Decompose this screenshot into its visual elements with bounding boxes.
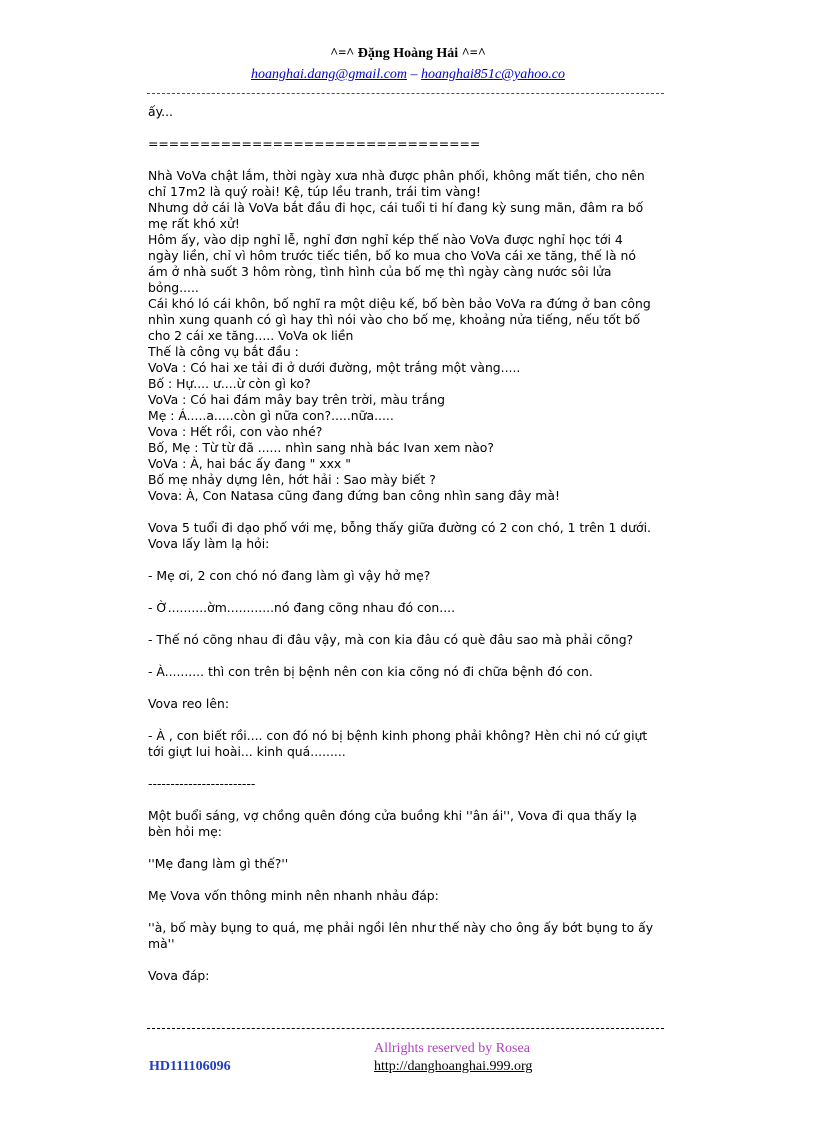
body-line: Vova lấy làm lạ hỏi: <box>148 536 270 551</box>
body-line: - À.......... thì con trên bị bệnh nên con kia cõng nó đi chữa bệnh đó con. <box>148 664 593 679</box>
body-line <box>148 584 670 600</box>
body-line <box>148 120 670 136</box>
body-line: Bố mẹ nhảy dựng lên, hớt hải : Sao mày biết ? <box>148 472 436 487</box>
email-link-gmail[interactable]: hoanghai.dang@gmail.com <box>251 67 408 82</box>
body-line: Một buổi sáng, vợ chồng quên đóng cửa buồng khi ''ân ái'', Vova đi qua thấy lạ <box>148 808 637 823</box>
body-line: Thế là công vụ bắt đầu : <box>148 344 299 359</box>
body-line: Vova: À, Con Natasa cũng đang đứng ban công nhìn sang đây mà! <box>148 488 560 503</box>
body-line: bèn hỏi mẹ: <box>148 824 222 839</box>
body-line: Nhà VoVa chật lắm, thời ngày xưa nhà được phân phối, không mất tiền, cho nên <box>148 168 645 183</box>
body-line: VoVa : Có hai xe tải đi ở dưới đường, một trắng một vàng..... <box>148 360 521 375</box>
header-divider <box>147 93 664 94</box>
body-line: ------------------------ <box>148 776 256 791</box>
body-line: nhìn xung quanh có gì hay thì nói vào cho bố mẹ, khoảng nửa tiếng, nếu tốt bố <box>148 312 641 327</box>
body-line <box>148 792 670 808</box>
footer-divider <box>147 1028 664 1029</box>
body-line: Bố, Mẹ : Từ từ đã ...... nhìn sang nhà bác Ivan xem nào? <box>148 440 494 455</box>
body-line: Nhưng dở cái là VoVa bắt đầu đi học, cái tuổi ti hí đang kỳ sung mãn, đâm ra bố <box>148 200 644 215</box>
body-line: ngày liền, chỉ vì hôm trước tiếc tiền, bố ko mua cho VoVa cái xe tăng, thế là nó <box>148 248 636 263</box>
body-line <box>148 872 670 888</box>
body-line: - Mẹ ơi, 2 con chó nó đang làm gì vậy hở mẹ? <box>148 568 431 583</box>
body-line <box>148 680 670 696</box>
body-line: Cái khó ló cái khôn, bố nghĩ ra một diệu kế, bố bèn bảo VoVa ra đứng ở ban công <box>148 296 651 311</box>
body-line: ''Mẹ đang làm gì thế?'' <box>148 856 289 871</box>
body-line: Vova reo lên: <box>148 696 230 711</box>
body-line <box>148 504 670 520</box>
body-line: ================================ <box>148 136 481 151</box>
body-line: mà'' <box>148 936 175 951</box>
body-line: Mẹ Vova vốn thông minh nên nhanh nhảu đáp: <box>148 888 439 903</box>
body-line: Vova : Hết rồi, con vào nhé? <box>148 424 323 439</box>
body-line <box>148 904 670 920</box>
body-line: bỏng..... <box>148 280 199 295</box>
body-line: Vova 5 tuổi đi dạo phố với mẹ, bỗng thấy giữa đường có 2 con chó, 1 trên 1 dưới. <box>148 520 651 535</box>
body-line: ''à, bố mày bụng to quá, mẹ phải ngồi lên như thế này cho ông ấy bớt bụng to ấy <box>148 920 654 935</box>
body-line <box>148 152 670 168</box>
header-contacts <box>0 67 816 83</box>
body-line: Bố : Hự.... ư....ừ còn gì ko? <box>148 376 311 391</box>
body-line: mẹ rất khó xử! <box>148 216 240 231</box>
body-line: chỉ 17m2 là quý roài! Kệ, túp lều tranh, trái tim vàng! <box>148 184 481 199</box>
body-line: ám ở nhà suốt 3 hôm ròng, tình hình của bố mẹ thì ngày càng nước sôi lửa <box>148 264 612 279</box>
body-line: - Thế nó cõng nhau đi đâu vậy, mà con kia đâu có què đâu sao mà phải cõng? <box>148 632 634 647</box>
body-line: VoVa : Có hai đám mây bay trên trời, màu trắng <box>148 392 446 407</box>
body-line <box>148 616 670 632</box>
body-line <box>148 952 670 968</box>
body-line <box>148 760 670 776</box>
body-line <box>148 712 670 728</box>
body-line: - Ờ..........ờm............nó đang cõng nhau đó con.... <box>148 600 456 615</box>
email-separator: – <box>407 67 422 82</box>
body-line: cho 2 cái xe tăng..... VoVa ok liền <box>148 328 354 343</box>
body-line: Hôm ấy, vào dịp nghỉ lễ, nghỉ đơn nghỉ kép thế nào VoVa được nghỉ học tới 4 <box>148 232 623 247</box>
body-line: tới giựt lui hoài... kinh quá......... <box>148 744 346 759</box>
footer-rights: Allrights reserved by Rosea <box>374 1041 530 1056</box>
body-line <box>148 648 670 664</box>
document-body <box>148 104 670 984</box>
header-title: ^=^ Đặng Hoàng Hải ^=^ <box>330 46 486 61</box>
body-line: Vova đáp: <box>148 968 210 983</box>
email-link-yahoo[interactable]: hoanghai851c@yahoo.co <box>421 67 565 82</box>
body-line: - À , con biết rồi.... con đó nó bị bệnh kinh phong phải không? Hèn chi nó cứ giựt <box>148 728 648 743</box>
body-line <box>148 840 670 856</box>
body-line: ấy... <box>148 104 173 119</box>
body-line: Mẹ : Á.....a.....còn gì nữa con?.....nữa..... <box>148 408 394 423</box>
footer-document-code: HD111106096 <box>149 1059 231 1074</box>
body-line <box>148 552 670 568</box>
footer-website-link[interactable]: http://danghoanghai.999.org <box>374 1059 533 1074</box>
body-line: VoVa : À, hai bác ấy đang " xxx " <box>148 456 351 471</box>
